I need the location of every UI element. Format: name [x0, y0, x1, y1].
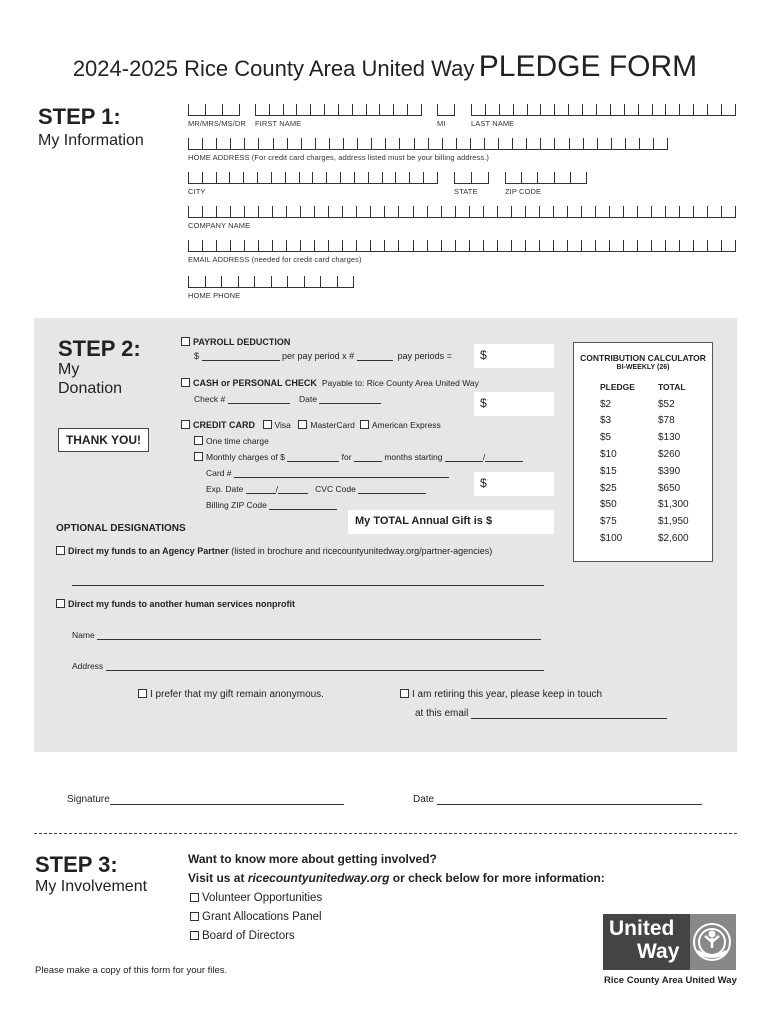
card-number-field[interactable]	[234, 468, 449, 478]
prefix-field[interactable]	[188, 104, 240, 116]
calculator-row	[600, 480, 712, 497]
payroll-periods-eq: pay periods =	[397, 351, 452, 361]
exp-label: Exp. Date	[206, 484, 244, 494]
retiring-email-field[interactable]	[471, 709, 667, 719]
visit-prefix: Visit us at	[188, 871, 248, 885]
calculator-total: $52	[658, 398, 675, 410]
sign-date-label: Date	[413, 794, 435, 805]
calculator-row	[600, 497, 712, 514]
last-name-field[interactable]	[471, 104, 736, 116]
mi-label: MI	[437, 119, 446, 128]
calculator-row	[600, 413, 712, 430]
signature-field[interactable]	[110, 795, 344, 805]
check-total-symbol: $	[480, 396, 487, 410]
calculator-pledge: $3	[600, 415, 612, 427]
designations-heading: OPTIONAL DESIGNATIONS	[56, 523, 186, 534]
payroll-total-symbol: $	[480, 348, 487, 362]
calculator-total: $650	[658, 482, 681, 494]
exp-line	[206, 484, 426, 494]
one-time-checkbox[interactable]	[194, 436, 203, 445]
calculator-subtitle: BI-WEEKLY (26)	[616, 364, 670, 371]
grant-checkbox[interactable]	[190, 912, 199, 921]
payroll-option[interactable]	[181, 337, 290, 347]
visit-url[interactable]: ricecountyunitedway.org	[247, 871, 390, 885]
email-label: EMAIL ADDRESS (needed for credit card charges)	[188, 255, 362, 264]
nonprofit-address-line	[72, 661, 544, 671]
check-date-label: Date	[299, 394, 317, 404]
board-label: Board of Directors	[202, 930, 295, 942]
grant-option[interactable]	[190, 911, 322, 923]
title-prefix: 2024-2025 Rice County Area United Way	[72, 56, 475, 81]
logo-text-1: United	[609, 917, 675, 940]
board-checkbox[interactable]	[190, 931, 199, 940]
home-address-field[interactable]	[188, 138, 668, 150]
monthly-count-field[interactable]	[354, 452, 382, 462]
nonprofit-name-field[interactable]	[97, 630, 541, 640]
check-checkbox[interactable]	[181, 378, 190, 387]
check-line	[194, 394, 381, 404]
check-number-label: Check #	[194, 394, 226, 404]
start-month-field[interactable]	[445, 452, 486, 462]
calculator-total: $260	[658, 449, 681, 461]
involvement-visit	[188, 871, 605, 885]
hand-person-rainbow-icon	[692, 922, 732, 962]
step2-subheading-1: My	[58, 361, 80, 378]
calculator-row	[600, 530, 712, 547]
billing-zip-field[interactable]	[269, 500, 337, 510]
nonprofit-label: Direct my funds to another human services nonprofit	[68, 599, 296, 609]
calculator-header	[574, 379, 712, 396]
check-payable: Payable to: Rice County Area United Way	[321, 378, 479, 388]
calculator-total: $130	[658, 432, 681, 444]
grant-label: Grant Allocations Panel	[202, 911, 322, 923]
mastercard-label: MasterCard	[310, 420, 355, 430]
state-field[interactable]	[454, 172, 489, 184]
prefix-label: MR/MRS/MS/DR	[188, 119, 246, 128]
amex-label: American Express	[371, 420, 441, 430]
payroll-periods-field[interactable]	[357, 351, 393, 361]
agency-label: Direct my funds to an Agency Partner	[68, 546, 229, 556]
check-total-box[interactable]	[474, 392, 554, 416]
zip-label: ZIP CODE	[505, 187, 542, 196]
cut-line	[34, 833, 737, 834]
email-field[interactable]	[188, 240, 736, 252]
one-time-label: One time charge	[206, 436, 269, 446]
payroll-total-box[interactable]	[474, 344, 554, 368]
retiring-option[interactable]	[400, 689, 602, 700]
step3-subheading: My Involvement	[35, 878, 148, 895]
company-label: COMPANY NAME	[188, 221, 251, 230]
calculator-pledge: $75	[600, 516, 617, 528]
credit-option[interactable]	[181, 420, 441, 430]
calculator-pledge: $5	[600, 432, 612, 444]
signature-line	[67, 794, 344, 805]
calculator-row	[600, 463, 712, 480]
calculator-pledge: $10	[600, 449, 617, 461]
calculator-rows	[574, 396, 712, 547]
step1-subheading: My Information	[38, 132, 144, 149]
first-name-field[interactable]	[255, 104, 422, 116]
check-date-field[interactable]	[319, 394, 381, 404]
calculator-total: $390	[658, 465, 681, 477]
agency-note: (listed in brochure and ricecountyunitedway.org/partner-agencies)	[228, 546, 493, 556]
card-number-line	[206, 468, 449, 478]
nonprofit-address-field[interactable]	[106, 661, 544, 671]
billing-zip-label: Billing ZIP Code	[206, 500, 267, 510]
cvc-label: CVC Code	[315, 484, 356, 494]
thank-you-badge: THANK YOU!	[58, 428, 149, 452]
calculator-row	[600, 396, 712, 413]
cvc-field[interactable]	[358, 484, 426, 494]
amex-checkbox[interactable]	[360, 420, 369, 429]
footer-note: Please make a copy of this form for your files.	[35, 965, 228, 976]
involvement-question: Want to know more about getting involved?	[188, 852, 437, 866]
agency-line[interactable]	[72, 585, 544, 586]
volunteer-label: Volunteer Opportunities	[202, 892, 323, 904]
nonprofit-option[interactable]	[56, 599, 295, 609]
start-slash: /	[482, 452, 486, 462]
calculator-title: CONTRIBUTION CALCULATOR	[580, 353, 706, 363]
phone-label: HOME PHONE	[188, 291, 241, 300]
home-address-label: HOME ADDRESS (For credit card charges, address listed must be your billing address.)	[188, 153, 490, 162]
retiring-checkbox[interactable]	[400, 689, 409, 698]
payroll-label: PAYROLL DEDUCTION	[193, 337, 291, 347]
mi-field[interactable]	[437, 104, 455, 116]
calculator-pledge: $25	[600, 482, 617, 494]
city-label: CITY	[188, 187, 206, 196]
monthly-option[interactable]	[194, 452, 523, 462]
calculator-row	[600, 446, 712, 463]
zip-field[interactable]	[505, 172, 587, 184]
monthly-starting: months starting	[384, 452, 443, 462]
nonprofit-name-line	[72, 630, 541, 640]
exp-month-field[interactable]	[246, 484, 279, 494]
start-year-field[interactable]	[482, 452, 523, 462]
last-name-label: LAST NAME	[471, 119, 515, 128]
payroll-per-period: per pay period x #	[282, 351, 355, 361]
retiring-email-line	[415, 708, 667, 719]
calculator-total: $1,300	[658, 499, 689, 511]
sign-date-field[interactable]	[437, 795, 702, 805]
board-option[interactable]	[190, 930, 295, 942]
company-field[interactable]	[188, 206, 736, 218]
exp-year-field[interactable]	[275, 484, 308, 494]
step3-heading: STEP 3:	[35, 852, 118, 877]
exp-slash: /	[275, 484, 279, 494]
united-way-logo	[603, 914, 736, 970]
anonymous-checkbox[interactable]	[138, 689, 147, 698]
calculator-row	[600, 513, 712, 530]
state-label: STATE	[454, 187, 478, 196]
payroll-amount-field[interactable]	[202, 351, 280, 361]
form-title	[0, 50, 770, 84]
monthly-checkbox[interactable]	[194, 452, 203, 461]
signature-label: Signature	[67, 794, 110, 805]
credit-total-symbol: $	[480, 476, 487, 490]
monthly-for: for	[341, 452, 352, 462]
check-number-field[interactable]	[228, 394, 290, 404]
anonymous-option[interactable]	[138, 689, 324, 700]
check-label: CASH or PERSONAL CHECK	[193, 378, 317, 388]
nonprofit-address-label: Address	[72, 661, 104, 671]
first-name-label: FIRST NAME	[255, 119, 302, 128]
credit-label: CREDIT CARD	[193, 420, 255, 430]
mastercard-checkbox[interactable]	[298, 420, 307, 429]
monthly-amount-field[interactable]	[287, 452, 339, 462]
calculator-pledge: $50	[600, 499, 617, 511]
calculator-row	[600, 429, 712, 446]
visit-suffix: or check below for more information:	[389, 871, 605, 885]
sign-date-line	[413, 794, 702, 805]
logo-caption: Rice County Area United Way	[604, 975, 737, 986]
contribution-calculator	[573, 342, 713, 562]
city-field[interactable]	[188, 172, 438, 184]
anonymous-label: I prefer that my gift remain anonymous.	[150, 689, 324, 700]
payroll-checkbox[interactable]	[181, 337, 190, 346]
calculator-total: $1,950	[658, 516, 689, 528]
title-emphasis: PLEDGE FORM	[478, 50, 698, 83]
nonprofit-checkbox[interactable]	[56, 599, 65, 608]
billing-zip-line	[206, 500, 337, 510]
calculator-pledge: $100	[600, 533, 623, 545]
one-time-option[interactable]	[194, 436, 269, 446]
calculator-pledge: $2	[600, 398, 612, 410]
monthly-label: Monthly charges of $	[206, 452, 285, 462]
volunteer-checkbox[interactable]	[190, 893, 199, 902]
credit-total-box[interactable]	[474, 472, 554, 496]
agency-option[interactable]	[56, 546, 492, 556]
calculator-col-total: TOTAL	[658, 382, 686, 393]
step1-heading: STEP 1:	[38, 104, 121, 129]
visa-label: Visa	[274, 420, 291, 430]
volunteer-option[interactable]	[190, 892, 322, 904]
credit-checkbox[interactable]	[181, 420, 190, 429]
retiring-label: I am retiring this year, please keep in touch	[412, 689, 603, 700]
agency-checkbox[interactable]	[56, 546, 65, 555]
payroll-line	[194, 351, 452, 361]
phone-field[interactable]	[188, 276, 354, 288]
nonprofit-name-label: Name	[72, 630, 95, 640]
card-number-label: Card #	[206, 468, 232, 478]
logo-text-2: Way	[637, 940, 680, 963]
calculator-pledge: $15	[600, 465, 617, 477]
retiring-email-label: at this email	[415, 708, 469, 719]
calculator-total: $2,600	[658, 533, 689, 545]
step2-heading: STEP 2:	[58, 336, 141, 361]
step2-subheading-2: Donation	[58, 380, 123, 397]
calculator-col-pledge: PLEDGE	[600, 382, 635, 393]
calculator-total: $78	[658, 415, 675, 427]
check-option[interactable]	[181, 378, 479, 388]
visa-checkbox[interactable]	[263, 420, 272, 429]
total-gift-box[interactable]: My TOTAL Annual Gift is $	[348, 510, 554, 534]
payroll-dollar: $	[194, 351, 200, 361]
